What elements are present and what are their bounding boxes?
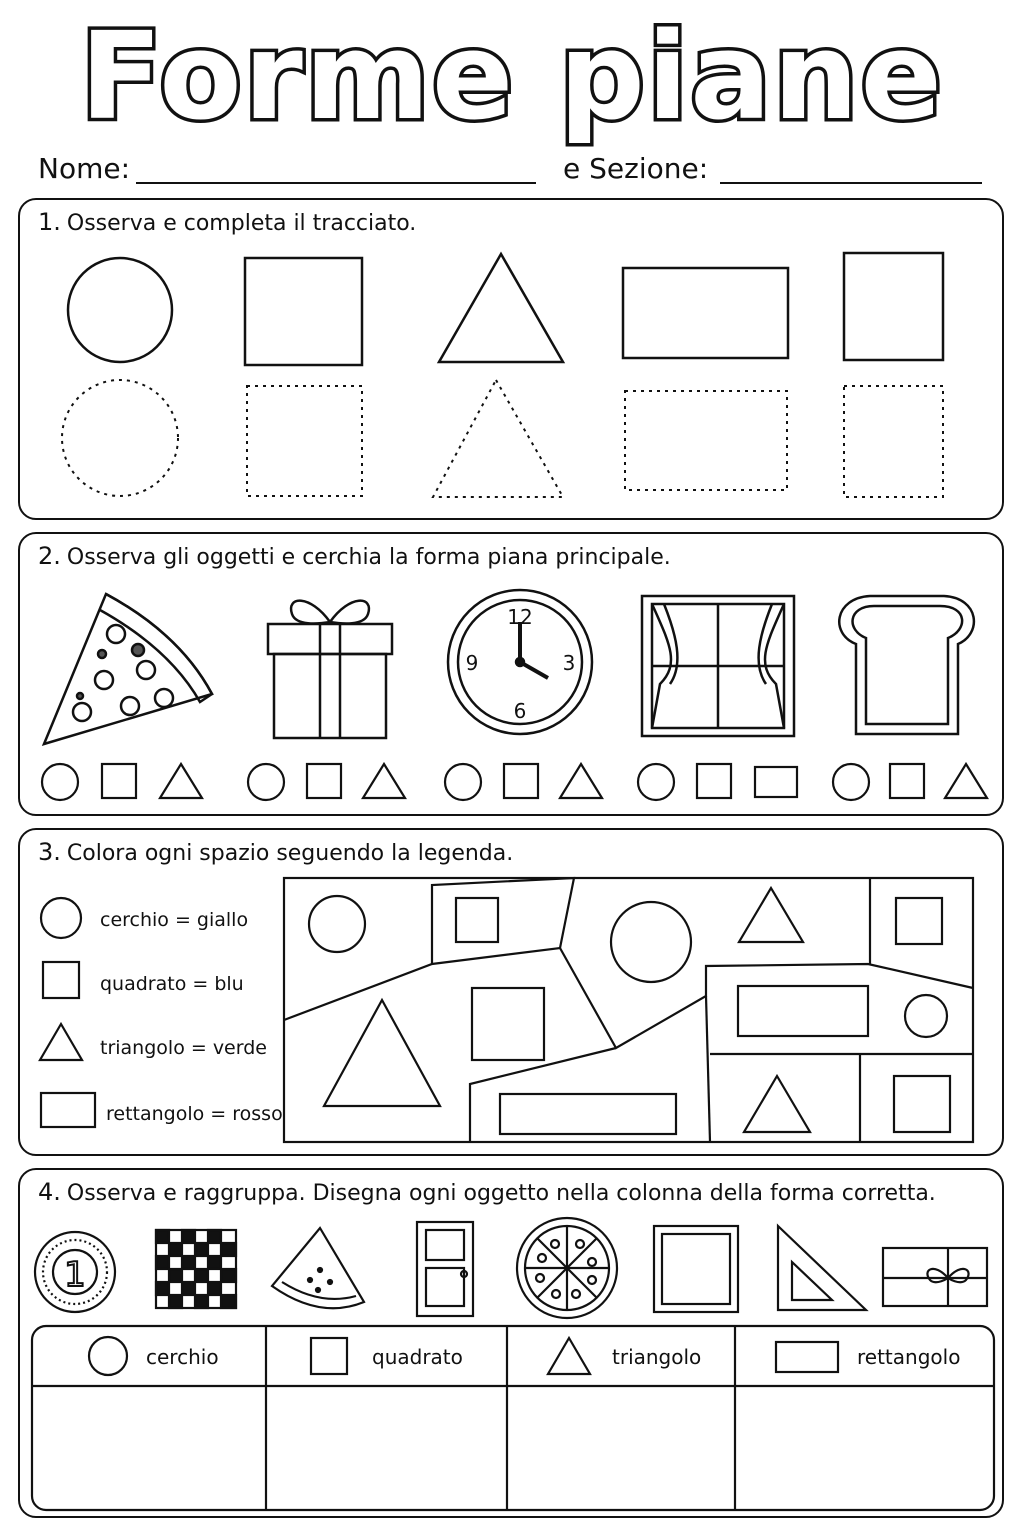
clock-option-square[interactable] — [504, 764, 538, 798]
column-circle-icon — [89, 1337, 127, 1375]
column-label-quadrato: quadrato — [372, 1345, 463, 1369]
triangle-model-shape — [439, 254, 563, 362]
pizza-option-square[interactable] — [102, 764, 136, 798]
drop-zone-cerchio[interactable] — [34, 1388, 264, 1508]
column-label-cerchio: cerchio — [146, 1345, 219, 1369]
clock-number-6: 6 — [513, 699, 527, 723]
pizza-option-circle[interactable] — [42, 764, 78, 800]
clock-number-12: 12 — [507, 605, 533, 629]
color-circle-2[interactable] — [611, 902, 691, 982]
exercise-3-heading: 3. Colora ogni spazio seguendo la legenda. — [38, 838, 514, 866]
exercise-2-panel — [18, 532, 1004, 816]
bread-option-circle[interactable] — [833, 764, 869, 800]
square-trace-shape[interactable] — [247, 386, 362, 496]
drop-zone-triangolo[interactable] — [509, 1388, 733, 1508]
section-input-line[interactable] — [720, 182, 982, 184]
legend-rectangle-icon — [41, 1093, 95, 1127]
legend-circle-icon — [41, 898, 81, 938]
color-rectangle-1[interactable] — [738, 986, 868, 1036]
color-triangle-3[interactable] — [744, 1076, 810, 1132]
column-label-triangolo: triangolo — [612, 1345, 702, 1369]
window-option-rectangle[interactable] — [755, 767, 797, 797]
name-row — [38, 148, 988, 188]
watermelon-slice-icon — [272, 1228, 364, 1308]
color-circle-1[interactable] — [309, 896, 365, 952]
set-square-icon — [778, 1226, 866, 1310]
name-label: Nome: — [38, 152, 131, 185]
drop-zone-quadrato[interactable] — [268, 1388, 505, 1508]
color-rectangle-2[interactable] — [500, 1094, 676, 1134]
gift-option-triangle[interactable] — [363, 764, 405, 798]
worksheet-title — [0, 0, 1024, 150]
exercise-1-instruction: Osserva e completa il tracciato. — [66, 211, 417, 236]
title-text: Forme piane — [80, 8, 944, 147]
window-option-circle[interactable] — [638, 764, 674, 800]
circle-model-shape — [68, 258, 172, 362]
color-circle-3[interactable] — [905, 995, 947, 1037]
exercise-4-heading: 4. Osserva e raggruppa. Disegna ogni oggetto nella colonna della forma corretta. — [38, 1178, 936, 1206]
exercise-1-panel — [18, 198, 1004, 520]
rectangle-trace-shape[interactable] — [625, 391, 787, 490]
exercise-1-heading: 1. Osserva e completa il tracciato. — [38, 208, 417, 236]
color-triangle-2[interactable] — [324, 1000, 440, 1106]
exercise-3-instruction: Colora ogni spazio seguendo la legenda. — [66, 841, 514, 866]
exercise-2-heading: 2. Osserva gli oggetti e cerchia la forma piana principale. — [38, 542, 671, 570]
triangle-trace-shape[interactable] — [433, 380, 563, 497]
square-model-shape — [245, 258, 362, 365]
legend-text-triangle: triangolo = verde — [100, 1037, 267, 1059]
legend-text-rectangle: rettangolo = rosso — [106, 1103, 283, 1125]
color-square-2[interactable] — [896, 898, 942, 944]
exercise-4-panel — [18, 1168, 1004, 1518]
section-label: e Sezione: — [563, 152, 709, 185]
circle-trace-shape[interactable] — [62, 380, 178, 496]
pizza-option-triangle[interactable] — [160, 764, 202, 798]
pizza-icon — [517, 1218, 617, 1318]
exercise-4-instruction: Osserva e raggruppa. Disegna ogni oggetto nella colonna della forma corretta. — [66, 1181, 936, 1206]
bread-option-square[interactable] — [890, 764, 924, 798]
square-model-shape-2 — [844, 253, 943, 360]
color-square-3[interactable] — [472, 988, 544, 1060]
color-triangle-1[interactable] — [739, 888, 803, 942]
gift-option-circle[interactable] — [248, 764, 284, 800]
clock-number-3: 3 — [562, 651, 576, 675]
pizza-slice-icon — [44, 594, 212, 744]
square-trace-shape-2[interactable] — [844, 386, 943, 497]
door-icon — [417, 1222, 473, 1316]
legend-square-icon — [43, 962, 79, 998]
coin-number: 1 — [64, 1255, 86, 1295]
gift-option-square[interactable] — [307, 764, 341, 798]
name-input-line[interactable] — [136, 182, 536, 184]
bread-option-triangle[interactable] — [945, 764, 987, 798]
gift-box-icon — [268, 601, 392, 738]
rectangle-model-shape — [623, 268, 788, 358]
legend-text-circle: cerchio = giallo — [100, 909, 249, 931]
exercise-2-instruction: Osserva gli oggetti e cerchia la forma piana principale. — [66, 545, 671, 570]
column-triangle-icon — [548, 1338, 590, 1374]
clock-option-triangle[interactable] — [560, 764, 602, 798]
drop-zone-rettangolo[interactable] — [737, 1388, 992, 1508]
picture-frame-icon — [654, 1226, 738, 1312]
legend-triangle-icon — [40, 1024, 82, 1060]
column-rectangle-icon — [776, 1342, 838, 1372]
window-option-square[interactable] — [697, 764, 731, 798]
color-square-4[interactable] — [894, 1076, 950, 1132]
column-label-rettangolo: rettangolo — [857, 1345, 961, 1369]
legend-text-square: quadrato = blu — [100, 973, 244, 995]
color-square-1[interactable] — [456, 898, 498, 942]
column-square-icon — [311, 1338, 347, 1374]
window-icon — [642, 596, 794, 736]
exercise-3-panel — [18, 828, 1004, 1156]
gift-envelope-icon — [883, 1248, 987, 1306]
bread-slice-icon — [839, 596, 974, 734]
chessboard-icon — [156, 1230, 236, 1308]
clock-option-circle[interactable] — [445, 764, 481, 800]
clock-number-9: 9 — [465, 651, 479, 675]
